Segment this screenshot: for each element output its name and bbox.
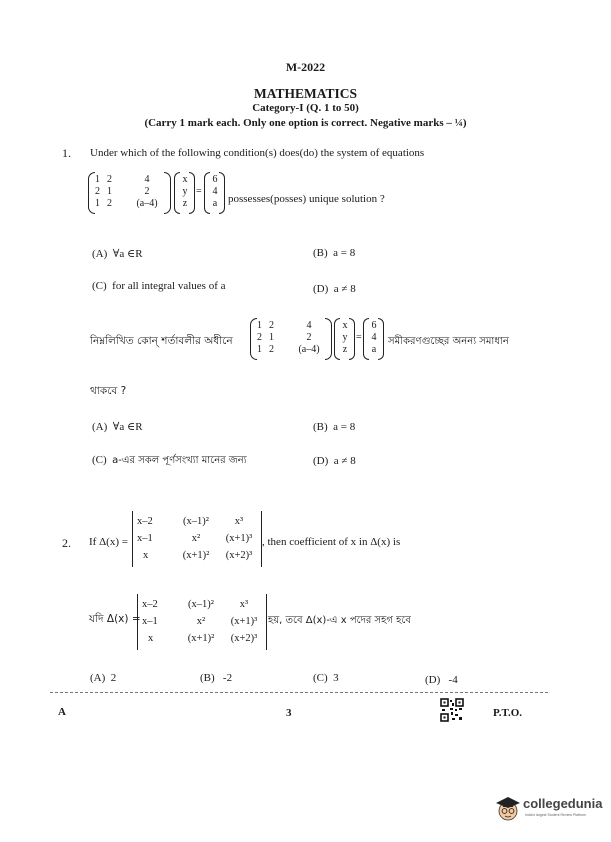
q1-bengali-suffix: সমীকরণগুচ্ছের অনন্য সমাধান <box>388 336 509 347</box>
q1-bengali-option-b: (B) a = 8 <box>313 421 356 433</box>
q1-bengali-prefix: নিম্নলিখিত কোন্ শর্তাবলীর অধীনে <box>90 335 233 347</box>
q1-bengali-constant-vector: 6 4 a <box>371 320 377 355</box>
q2-option-a: (A) 2 <box>90 672 117 684</box>
q1-bengali-option-d: (D) a ≠ 8 <box>313 455 356 467</box>
q2-determinant: x–2 (x–1)² x³ x–1 x² (x+1)³ x (x+1)² (x+2)³ <box>132 511 262 567</box>
q1-bengali-variable-vector: x y z <box>342 320 348 355</box>
q1-bengali-coefficient-matrix: 1 2 4 2 1 2 1 2 (a–4) <box>257 320 320 355</box>
q1-option-d: (D) a ≠ 8 <box>313 283 356 295</box>
q1-option-a: (A) ∀a ∈R <box>92 248 143 260</box>
q1-coefficient-matrix: 1 2 4 2 1 2 1 2 (a–4) <box>95 174 158 209</box>
instructions-line: (Carry 1 mark each. Only one option is correct. Negative marks – ¼) <box>144 117 467 129</box>
footer-set-code: A <box>58 706 66 718</box>
q1-bengali-option-a: (A) ∀a ∈R <box>92 421 143 433</box>
q2-bengali-suffix: হয়, তবে Δ(x)-এ x পদের সহগ হবে <box>268 615 411 626</box>
q1-tail-text: possesses(posses) unique solution ? <box>228 193 385 205</box>
collegedunia-logo <box>493 792 605 826</box>
q1-text: Under which of the following condition(s) does(do) the system of equations <box>90 147 425 159</box>
q1-constant-vector: 6 4 a <box>212 174 218 209</box>
exam-code: M-2022 <box>285 60 326 74</box>
q1-bengali-option-c: (C) a-এর সকল পূর্ণসংখ্যা মানের জন্য <box>92 454 247 466</box>
q2-option-d: (D) -4 <box>425 674 458 686</box>
category-line: Category-I (Q. 1 to 50) <box>252 102 359 114</box>
graduate-mascot-icon <box>493 794 523 824</box>
q2-bengali-prefix: যদি Δ(x) = <box>89 613 141 625</box>
qr-code-icon <box>440 698 464 722</box>
q1-number: 1. <box>62 146 71 160</box>
collegedunia-tagline: India's largest Student Review Platform <box>525 813 586 817</box>
subject-title: MATHEMATICS <box>253 86 357 101</box>
q1-equals: = <box>196 186 202 197</box>
q2-option-b: (B) -2 <box>200 672 233 684</box>
q2-option-c: (C) 3 <box>313 672 339 684</box>
q2-suffix: , then coefficient of x in Δ(x) is <box>262 536 401 548</box>
footer-pto: P.T.O. <box>493 707 523 719</box>
collegedunia-brand: collegedunia <box>523 796 603 811</box>
q1-option-b: (B) a = 8 <box>313 247 356 259</box>
footer-page-number: 3 <box>286 707 292 719</box>
q1-bengali-line2: থাকবে ? <box>90 385 127 397</box>
q2-prefix: If Δ(x) = <box>89 536 128 548</box>
q1-option-c: (C) for all integral values of a <box>92 280 226 292</box>
q1-variable-vector: x y z <box>182 174 188 209</box>
footer-divider <box>50 692 548 693</box>
q2-bengali-determinant: x–2 (x–1)² x³ x–1 x² (x+1)³ x (x+1)² (x+2)³ <box>137 594 267 650</box>
q1-bengali-equals: = <box>356 332 362 343</box>
q2-number: 2. <box>62 536 71 550</box>
